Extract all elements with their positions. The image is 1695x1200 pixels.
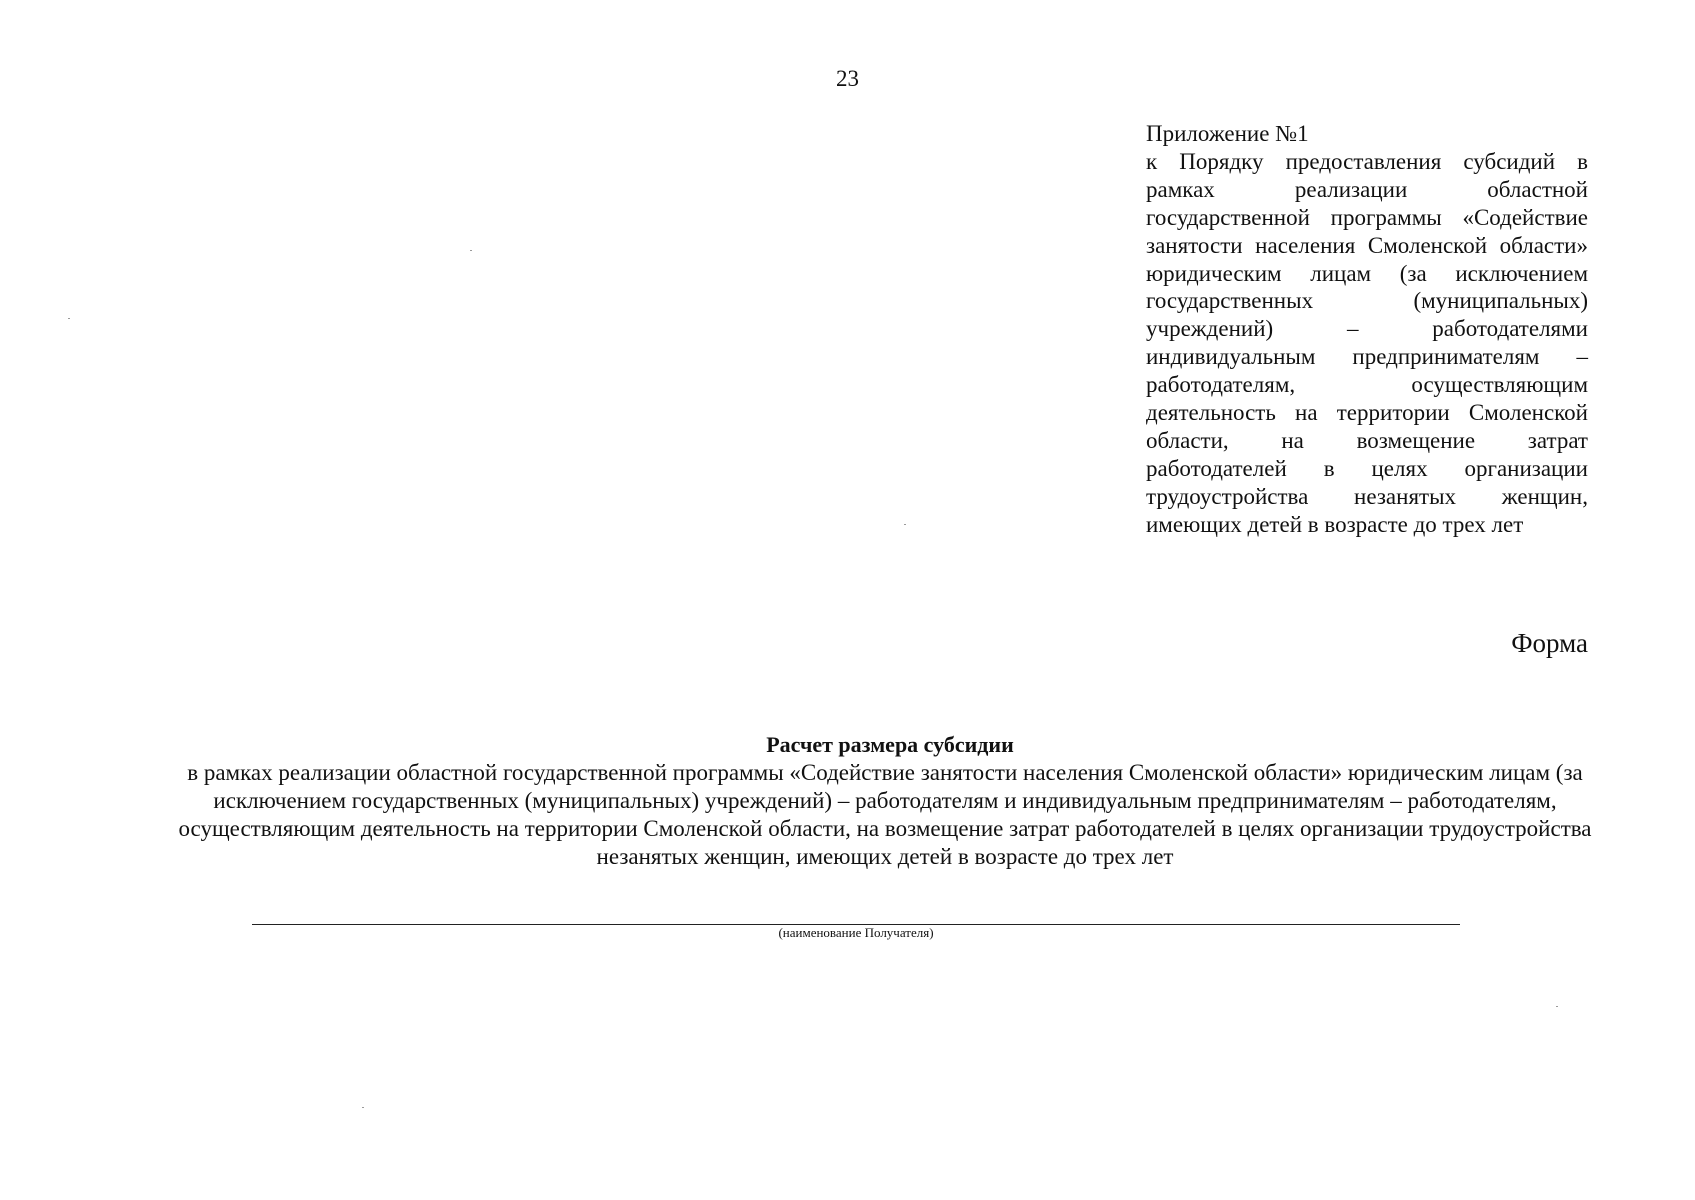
appendix-title: Приложение №1 bbox=[1146, 121, 1309, 146]
scan-speck bbox=[904, 524, 906, 525]
document-subheading: в рамках реализации областной государственной программы «Содействие занятости населения Смоленской области» юридическим лицам (за исключением государственных (муниципальных) учреждений) – работодателям и индивидуальным предпринимателям – работодателям, осуществляющим деятельность на территории Смоленской области, на возмещение затрат работодателей в целях организации трудоустройства незанятых женщин, имеющих детей в возрасте до трех лет bbox=[178, 760, 1592, 869]
scan-speck bbox=[470, 250, 472, 251]
scan-speck bbox=[1556, 1006, 1558, 1007]
form-label: Форма bbox=[1511, 628, 1588, 658]
scan-speck bbox=[362, 1107, 364, 1108]
recipient-caption: (наименование Получателя) bbox=[778, 925, 934, 940]
page-number: 23 bbox=[836, 66, 859, 91]
scan-speck bbox=[68, 318, 70, 319]
appendix-text: к Порядку предоставления субсидий в рамках реализации областной государственной программы «Содействие занятости населения Смоленской области» юридическим лицам (за исключением государственных (муниципальных) учреждений) – работодателями индивидуальным предпринимателям – работодателям, осуществляющим деятельность на территории Смоленской области, на возмещение затрат работодателей в целях организации трудоустройства незанятых женщин, имеющих детей в возрасте до трех лет bbox=[1146, 148, 1588, 537]
appendix-block bbox=[1146, 120, 1588, 539]
document-heading: Расчет размера субсидии bbox=[766, 732, 1014, 757]
